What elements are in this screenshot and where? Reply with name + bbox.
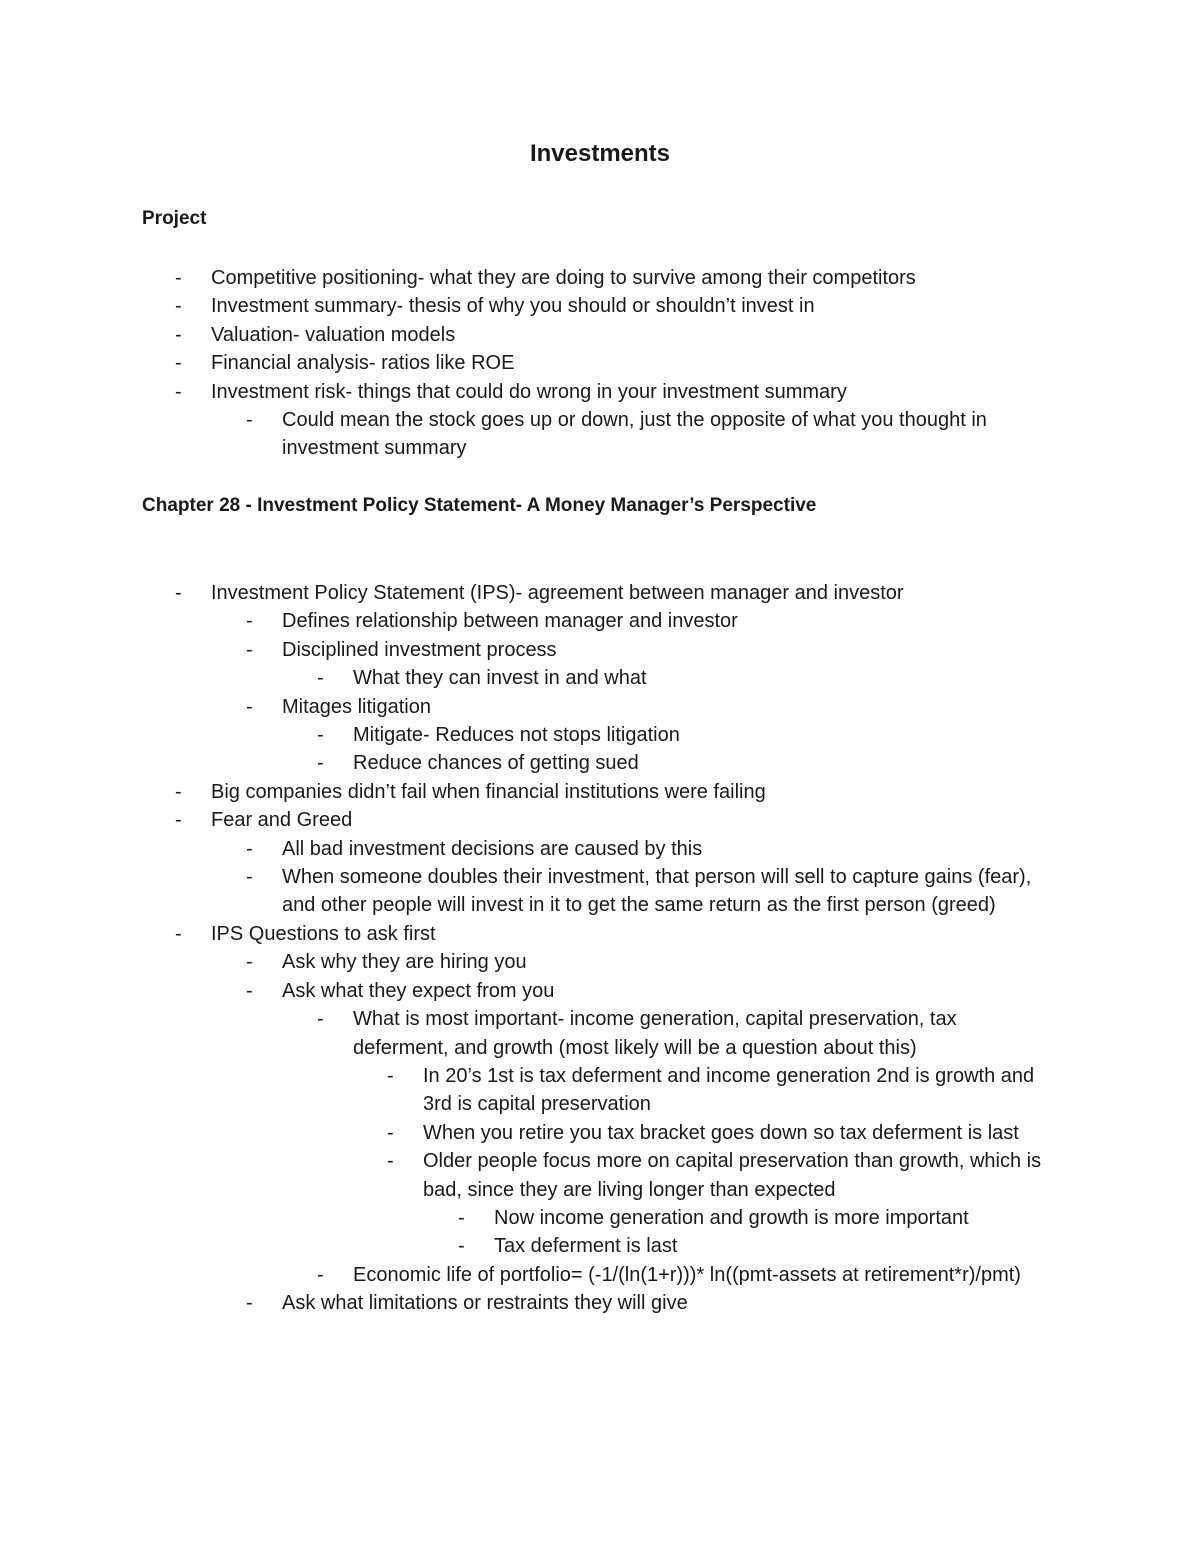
bullet-dash: - [387,1150,394,1173]
bullet-dash: - [246,638,253,661]
bullet-dash: - [387,1064,394,1087]
bullet-dash: - [175,582,182,604]
bullet-dash: - [387,1121,394,1144]
list-item: - What they can invest in and what [0,664,1200,692]
list-item: - Ask why they are hiring you [0,948,1200,976]
list-item: - Investment summary- thesis of why you should or shouldn’t invest in [0,292,1200,320]
bullet-dash: - [246,409,253,432]
bullet-dash: - [175,323,182,346]
list-item: - Could mean the stock goes up or down, just the opposite of what you thought in investment summary [0,406,1200,463]
list-item: - Valuation- valuation models [0,321,1200,349]
list-item: - Disciplined investment process [0,636,1200,664]
bullet-dash: - [175,295,182,318]
list-item: - Financial analysis- ratios like ROE [0,349,1200,377]
list-item: - Investment risk- things that could do wrong in your investment summary [0,378,1200,406]
section-heading-project: Project [142,208,207,229]
list-item: - Competitive positioning- what they are doing to survive among their competitors [0,264,1200,292]
bullet-dash: - [246,610,253,633]
list-item: - Tax deferment is last [0,1232,1200,1260]
bullet-dash: - [246,866,253,889]
list-item: - In 20’s 1st is tax deferment and income generation 2nd is growth and 3rd is capital preservation [0,1062,1200,1119]
list-item: - Mitigate- Reduces not stops litigation [0,721,1200,749]
list-item: - Older people focus more on capital preservation than growth, which is bad, since they are living longer than expected [0,1147,1200,1204]
bullet-dash: - [317,724,324,747]
list-item: - Fear and Greed [0,806,1200,834]
bullet-dash: - [175,380,182,403]
bullet-dash: - [175,809,182,832]
bullet-dash: - [317,667,324,690]
bullet-dash: - [175,352,182,375]
list-item: - Ask what they expect from you [0,977,1200,1005]
list-item: - When you retire you tax bracket goes down so tax deferment is last [0,1119,1200,1147]
list-item: - Investment Policy Statement (IPS)- agreement between manager and investor [0,579,1200,607]
bullet-dash: - [246,979,253,1002]
list-item: - Economic life of portfolio= (-1/(ln(1+r)))* ln((pmt-assets at retirement*r)/pmt) [0,1261,1200,1289]
bullet-dash: - [175,922,182,945]
list-item: - Mitages litigation [0,693,1200,721]
section-heading-chapter-28: Chapter 28 - Investment Policy Statement- A Money Manager’s Perspective [142,495,817,516]
bullet-dash: - [458,1206,465,1229]
document-title: Investments [529,140,671,167]
list-item: - Defines relationship between manager and investor [0,607,1200,635]
bullet-dash: - [246,1292,253,1315]
list-item: - What is most important- income generation, capital preservation, tax deferment, and growth (most likely will be a question about this) [0,1005,1200,1062]
bullet-dash: - [175,267,182,289]
list-item: - Now income generation and growth is more important [0,1204,1200,1232]
bullet-dash: - [458,1235,465,1258]
list-item: - Reduce chances of getting sued [0,749,1200,777]
bullet-dash: - [317,1008,324,1031]
list-item: - Big companies didn’t fail when financial institutions were failing [0,778,1200,806]
list-item: - Ask what limitations or restraints they will give [0,1289,1200,1317]
project-bullet-list [0,264,1200,463]
bullet-dash: - [175,780,182,803]
list-item: - When someone doubles their investment, that person will sell to capture gains (fear), and other people will invest in it to get the same return as the first person (greed) [0,863,1200,920]
bullet-dash: - [246,951,253,974]
bullet-dash: - [246,837,253,860]
list-item: - IPS Questions to ask first [0,920,1200,948]
bullet-dash: - [317,752,324,775]
list-item: - All bad investment decisions are caused by this [0,835,1200,863]
bullet-dash: - [246,695,253,718]
chapter-bullet-list [0,579,1200,1318]
bullet-dash: - [317,1263,324,1286]
